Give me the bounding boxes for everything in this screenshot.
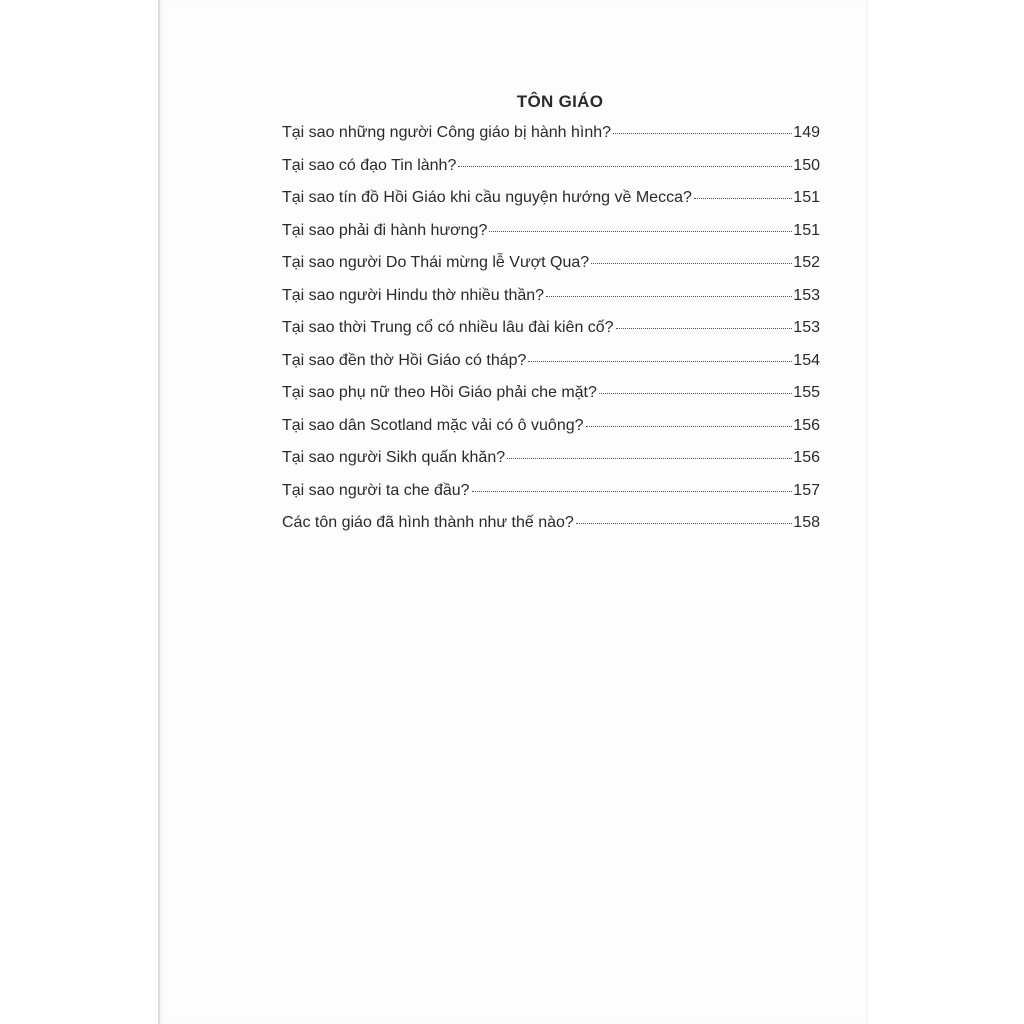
toc-entry-page: 154 [793, 351, 820, 369]
page-edge [866, 0, 867, 1024]
leader-dots [546, 296, 792, 297]
leader-dots [507, 458, 792, 459]
leader-dots [694, 198, 792, 199]
toc-entry-title: Tại sao đền thờ Hồi Giáo có tháp? [282, 351, 527, 369]
toc-entry-page: 157 [793, 481, 820, 499]
toc-entry [282, 514, 820, 547]
toc-entry [282, 352, 820, 385]
leader-dots [528, 361, 792, 362]
section-title: TÔN GIÁO [516, 92, 604, 111]
toc-entry-title: Tại sao người Hindu thờ nhiều thần? [282, 286, 545, 304]
toc-entry-page: 149 [793, 124, 820, 141]
toc-entry-title: Tại sao người ta che đầu? [282, 481, 470, 499]
toc-entry [282, 124, 820, 157]
toc-entry [282, 287, 820, 320]
toc-entry-page: 155 [793, 384, 820, 401]
toc-entry [282, 189, 820, 222]
toc-entry [282, 417, 820, 450]
toc-entry [282, 157, 820, 190]
toc-entry [282, 449, 820, 482]
toc-entry-title: Tại sao phụ nữ theo Hồi Giáo phải che mặt? [282, 384, 597, 401]
toc-entry-page: 152 [793, 254, 820, 271]
toc-entry-title: Tại sao người Sikh quấn khăn? [282, 449, 506, 466]
leader-dots [613, 133, 792, 134]
toc-entry-title: Các tôn giáo đã hình thành như thế nào? [282, 514, 574, 531]
toc-entry [282, 384, 820, 417]
toc-entry-page: 151 [793, 221, 820, 239]
toc-entry-page: 156 [793, 449, 820, 466]
toc-entry-page: 151 [793, 189, 820, 206]
toc-entry [282, 254, 820, 287]
leader-dots [458, 166, 792, 167]
leader-dots [599, 393, 792, 394]
toc-entry [282, 319, 820, 352]
toc-entry-page: 150 [793, 156, 820, 174]
toc-entry-title: Tại sao thời Trung cổ có nhiều lâu đài kiên cố? [282, 319, 614, 336]
toc-entry-page: 156 [793, 416, 820, 434]
leader-dots [616, 328, 793, 329]
toc-entry-page: 153 [793, 319, 820, 336]
leader-dots [591, 263, 792, 264]
leader-dots [576, 523, 792, 524]
toc-entry-title: Tại sao những người Công giáo bị hành hình? [282, 124, 612, 141]
toc-entry-title: Tại sao có đạo Tin lành? [282, 156, 457, 174]
leader-dots [472, 491, 793, 492]
toc-entry-page: 153 [793, 286, 820, 304]
toc-entry-title: Tại sao phải đi hành hương? [282, 221, 488, 239]
leader-dots [586, 426, 793, 427]
toc-entry-title: Tại sao dân Scotland mặc vải có ô vuông? [282, 416, 584, 434]
toc-entry-page: 158 [793, 514, 820, 531]
table-of-contents [282, 124, 820, 547]
toc-entry-title: Tại sao tín đồ Hồi Giáo khi cầu nguyện hướng về Mecca? [282, 189, 692, 206]
leader-dots [489, 231, 792, 232]
toc-entry [282, 222, 820, 255]
toc-entry-title: Tại sao người Do Thái mừng lễ Vượt Qua? [282, 254, 590, 271]
toc-entry [282, 482, 820, 515]
